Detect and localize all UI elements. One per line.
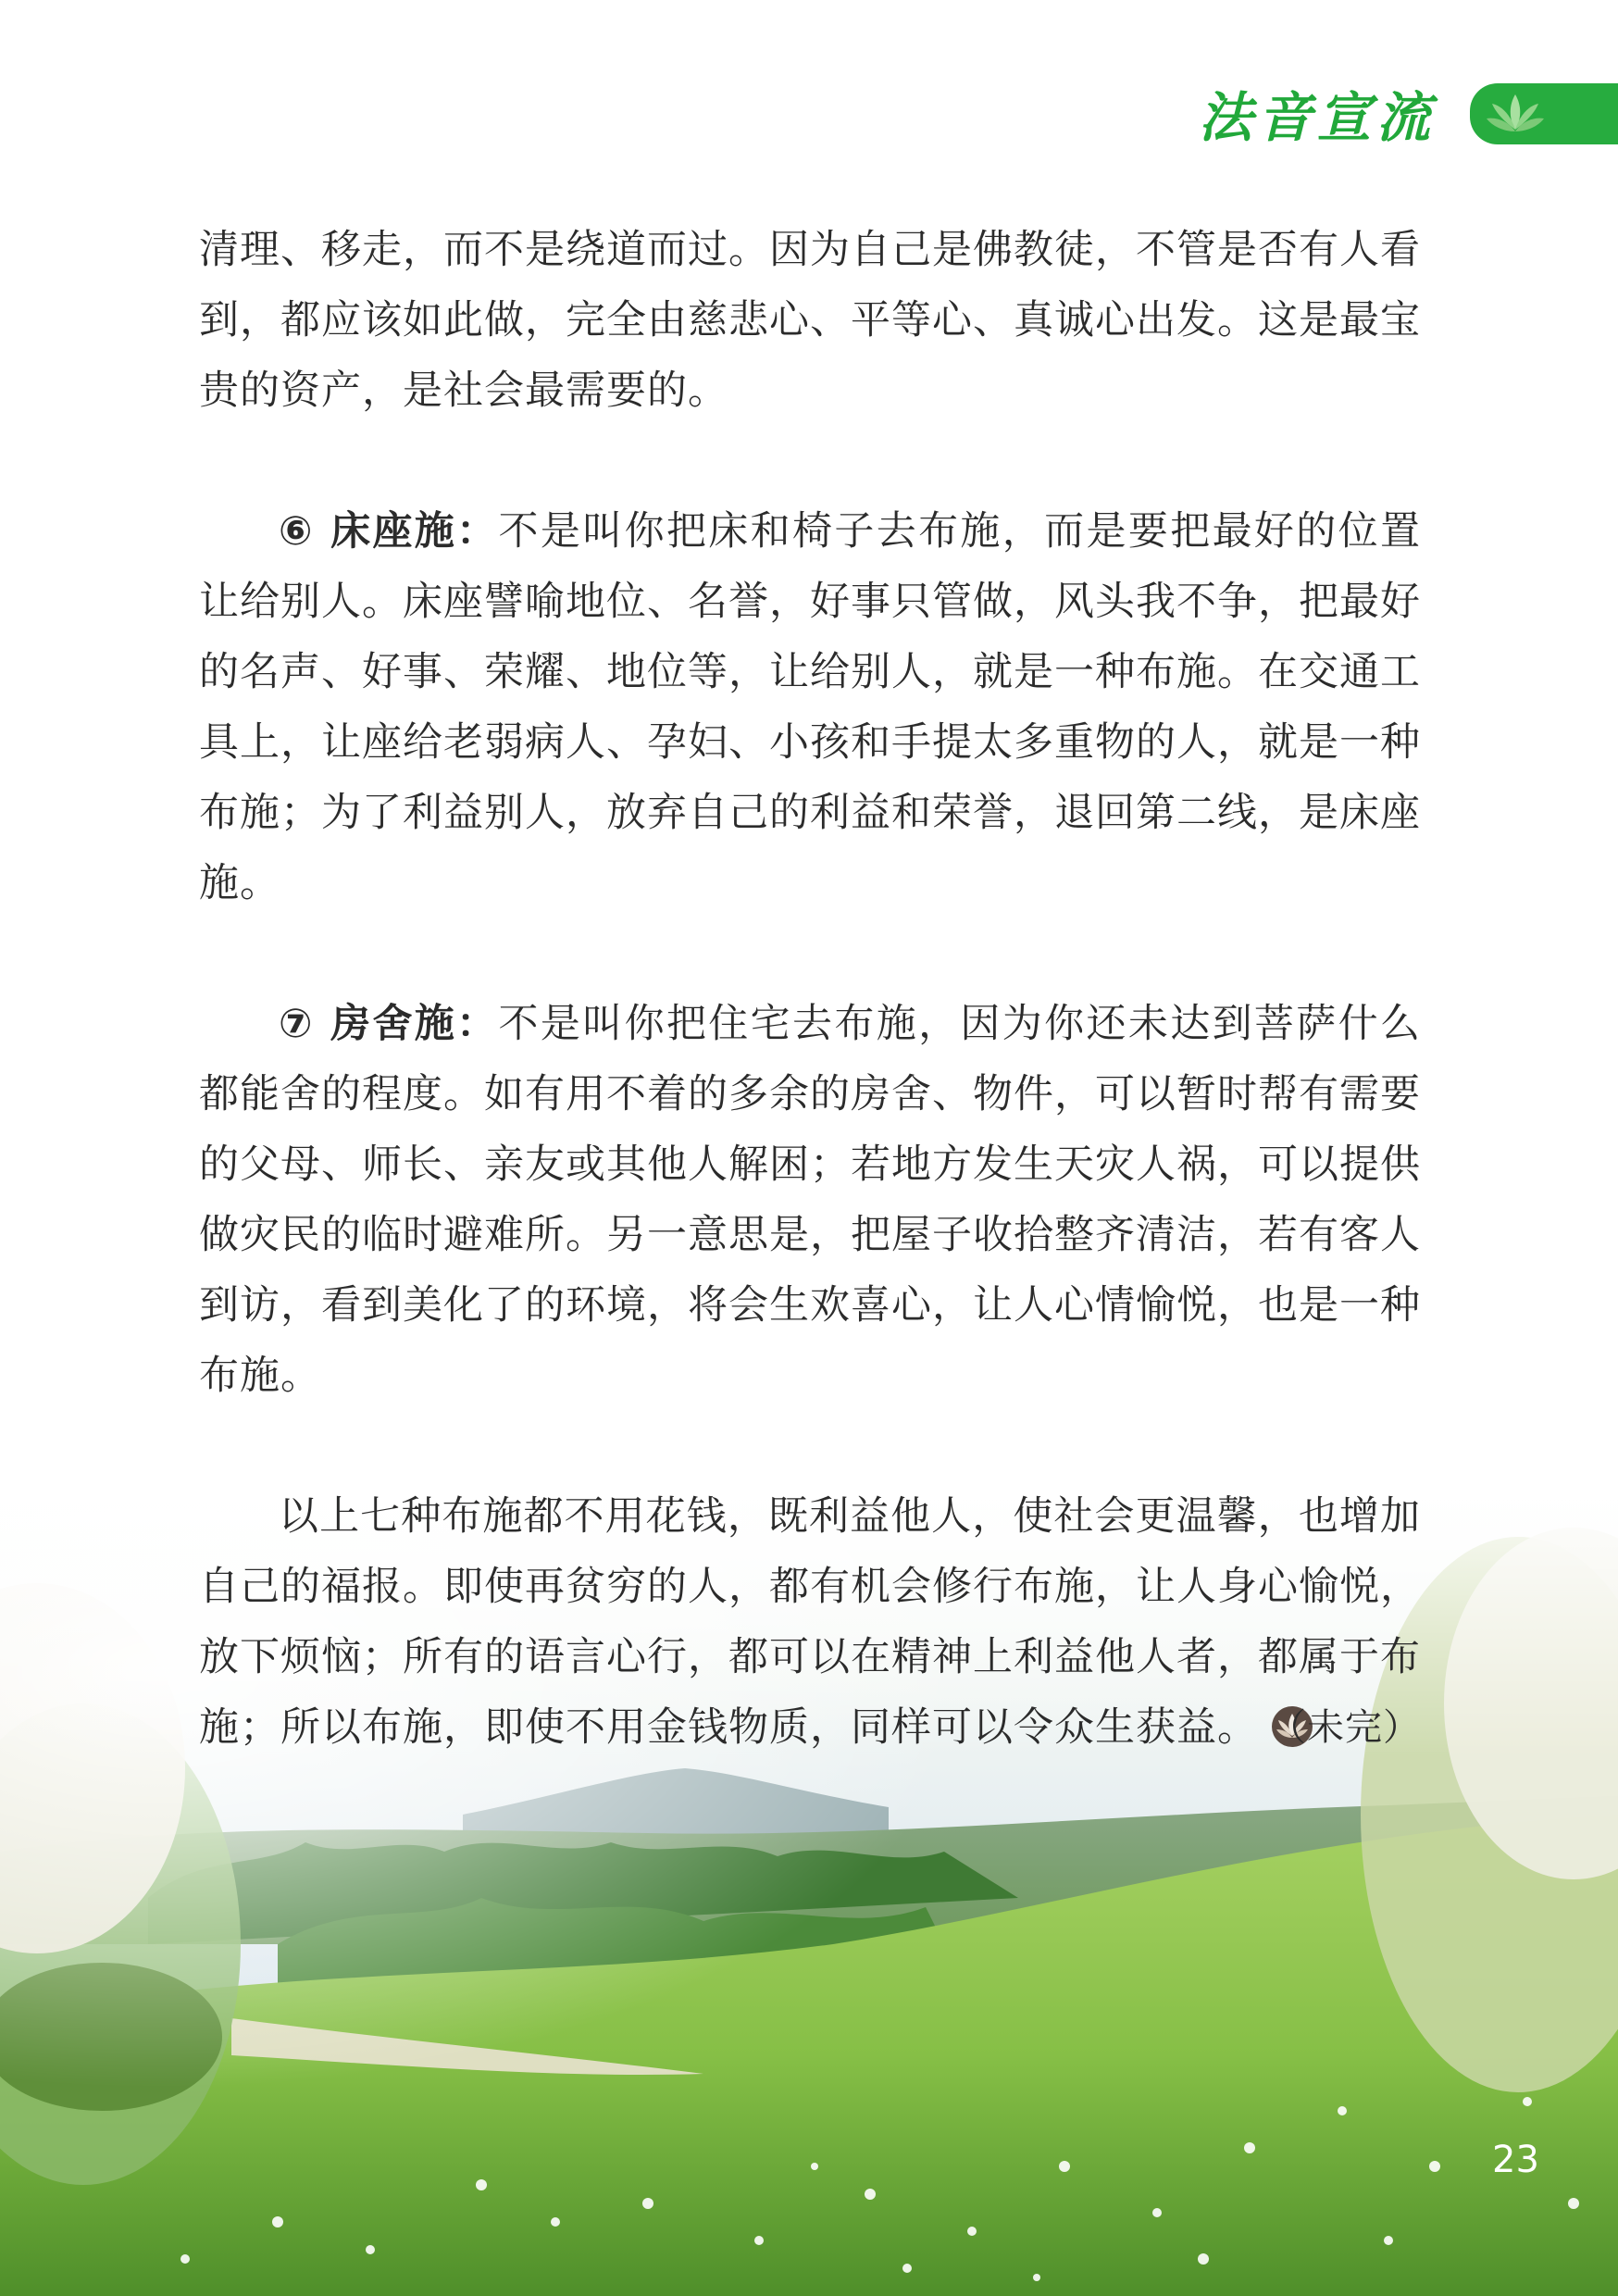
to-be-continued-label: （未完） [1269, 1706, 1421, 1749]
lotus-icon [1483, 89, 1548, 141]
term-label: ⑥ 床座施： [279, 508, 499, 555]
paragraph-house-giving: ⑦ 房舍施：不是叫你把住宅去布施，因为你还未达到菩萨什么都能舍的程度。如有用不着的多余的房舍、物件，可以暂时帮有需要的父母、师长、亲友或其他人解困；若地方发生天灾人祸，可以提供做灾民的临时避难所。另一意思是，把屋子收拾整齐清洁，若有客人到访，看到美化了的环境，将会生欢喜心，让人心情愉悦，也是一种布施。 [199, 1001, 1421, 1399]
header-accent-bar [1470, 83, 1618, 144]
article-body [199, 215, 1421, 1763]
paragraph-bed-seat-giving: ⑥ 床座施：不是叫你把床和椅子去布施，而是要把最好的位置让给别人。床座譬喻地位、名誉，好事只管做，风头我不争，把最好的名声、好事、荣耀、地位等，让给别人，就是一种布施。在交通工具上，让座给老弱病人、孕妇、小孩和手提太多重物的人，就是一种布施；为了利益别人，放弃自己的利益和荣誉，退回第二线，是床座施。 [199, 508, 1421, 906]
term-label: ⑦ 房舍施： [279, 1001, 499, 1047]
paragraph-summary: 以上七种布施都不用花钱，既利益他人，使社会更温馨，也增加自己的福报。即使再贫穷的人，都有机会修行布施，让人身心愉悦，放下烦恼；所有的语言心行，都可以在精神上利益他人者，都属于布施；所以布施，即使不用金钱物质，同样可以令众生获益。 （未完） [199, 1481, 1421, 1763]
page-number: 23 [1492, 2139, 1539, 2181]
section-title: 法音宣流 [1199, 86, 1437, 149]
paragraph-continuation: 清理、移走，而不是绕道而过。因为自己是佛教徒，不管是否有人看到，都应该如此做，完全由慈悲心、平等心、真诚心出发。这是最宝贵的资产，是社会最需要的。 [199, 227, 1421, 414]
